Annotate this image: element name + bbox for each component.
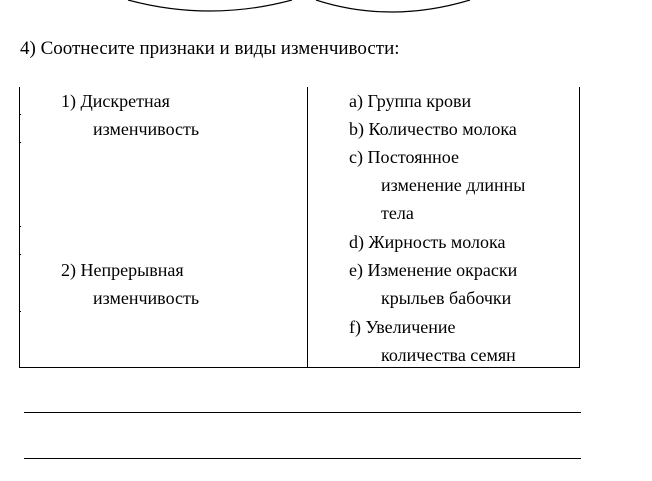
- right-item-e-line2: крыльев бабочки: [381, 288, 512, 308]
- table-middle-divider: [307, 87, 308, 368]
- right-item-f-line1: f) Увеличение: [349, 317, 456, 337]
- table-right-border: [579, 87, 580, 368]
- left-item-2-line1: 2) Непрерывная: [61, 260, 184, 280]
- row-tick: [19, 142, 21, 143]
- row-tick: [19, 114, 21, 115]
- right-item-a-line1: a) Группа крови: [349, 91, 472, 111]
- right-item-b: [349, 115, 517, 143]
- question-title: 4) Соотнесите признаки и виды изменчивости:: [20, 38, 400, 59]
- right-item-e-line1: e) Изменение окраски: [349, 260, 518, 280]
- right-item-c-line1: c) Постоянное: [349, 147, 459, 167]
- left-item-1: [61, 87, 199, 143]
- answer-line-2[interactable]: [24, 458, 581, 459]
- answer-line-1[interactable]: [24, 412, 581, 413]
- right-item-d: [349, 228, 506, 256]
- right-item-c: [349, 143, 525, 227]
- left-item-2: [61, 256, 199, 312]
- left-item-1-line2: изменчивость: [93, 119, 200, 139]
- matching-table: [19, 87, 580, 368]
- right-item-f-line2: количества семян: [381, 345, 516, 365]
- right-item-a: [349, 87, 471, 115]
- right-item-c-line3: тела: [381, 203, 414, 223]
- right-item-d-line1: d) Жирность молока: [349, 232, 506, 252]
- decorative-arcs: [0, 0, 652, 30]
- left-item-1-line1: 1) Дискретная: [61, 91, 170, 111]
- left-item-2-line2: изменчивость: [93, 288, 200, 308]
- row-tick: [19, 254, 21, 255]
- row-tick: [19, 311, 21, 312]
- right-item-c-line2: изменение длинны: [381, 175, 526, 195]
- table-left-border: [19, 87, 20, 368]
- right-item-f: [349, 313, 516, 369]
- right-item-b-line1: b) Количество молока: [349, 119, 517, 139]
- row-tick: [19, 226, 21, 227]
- right-item-e: [349, 256, 517, 312]
